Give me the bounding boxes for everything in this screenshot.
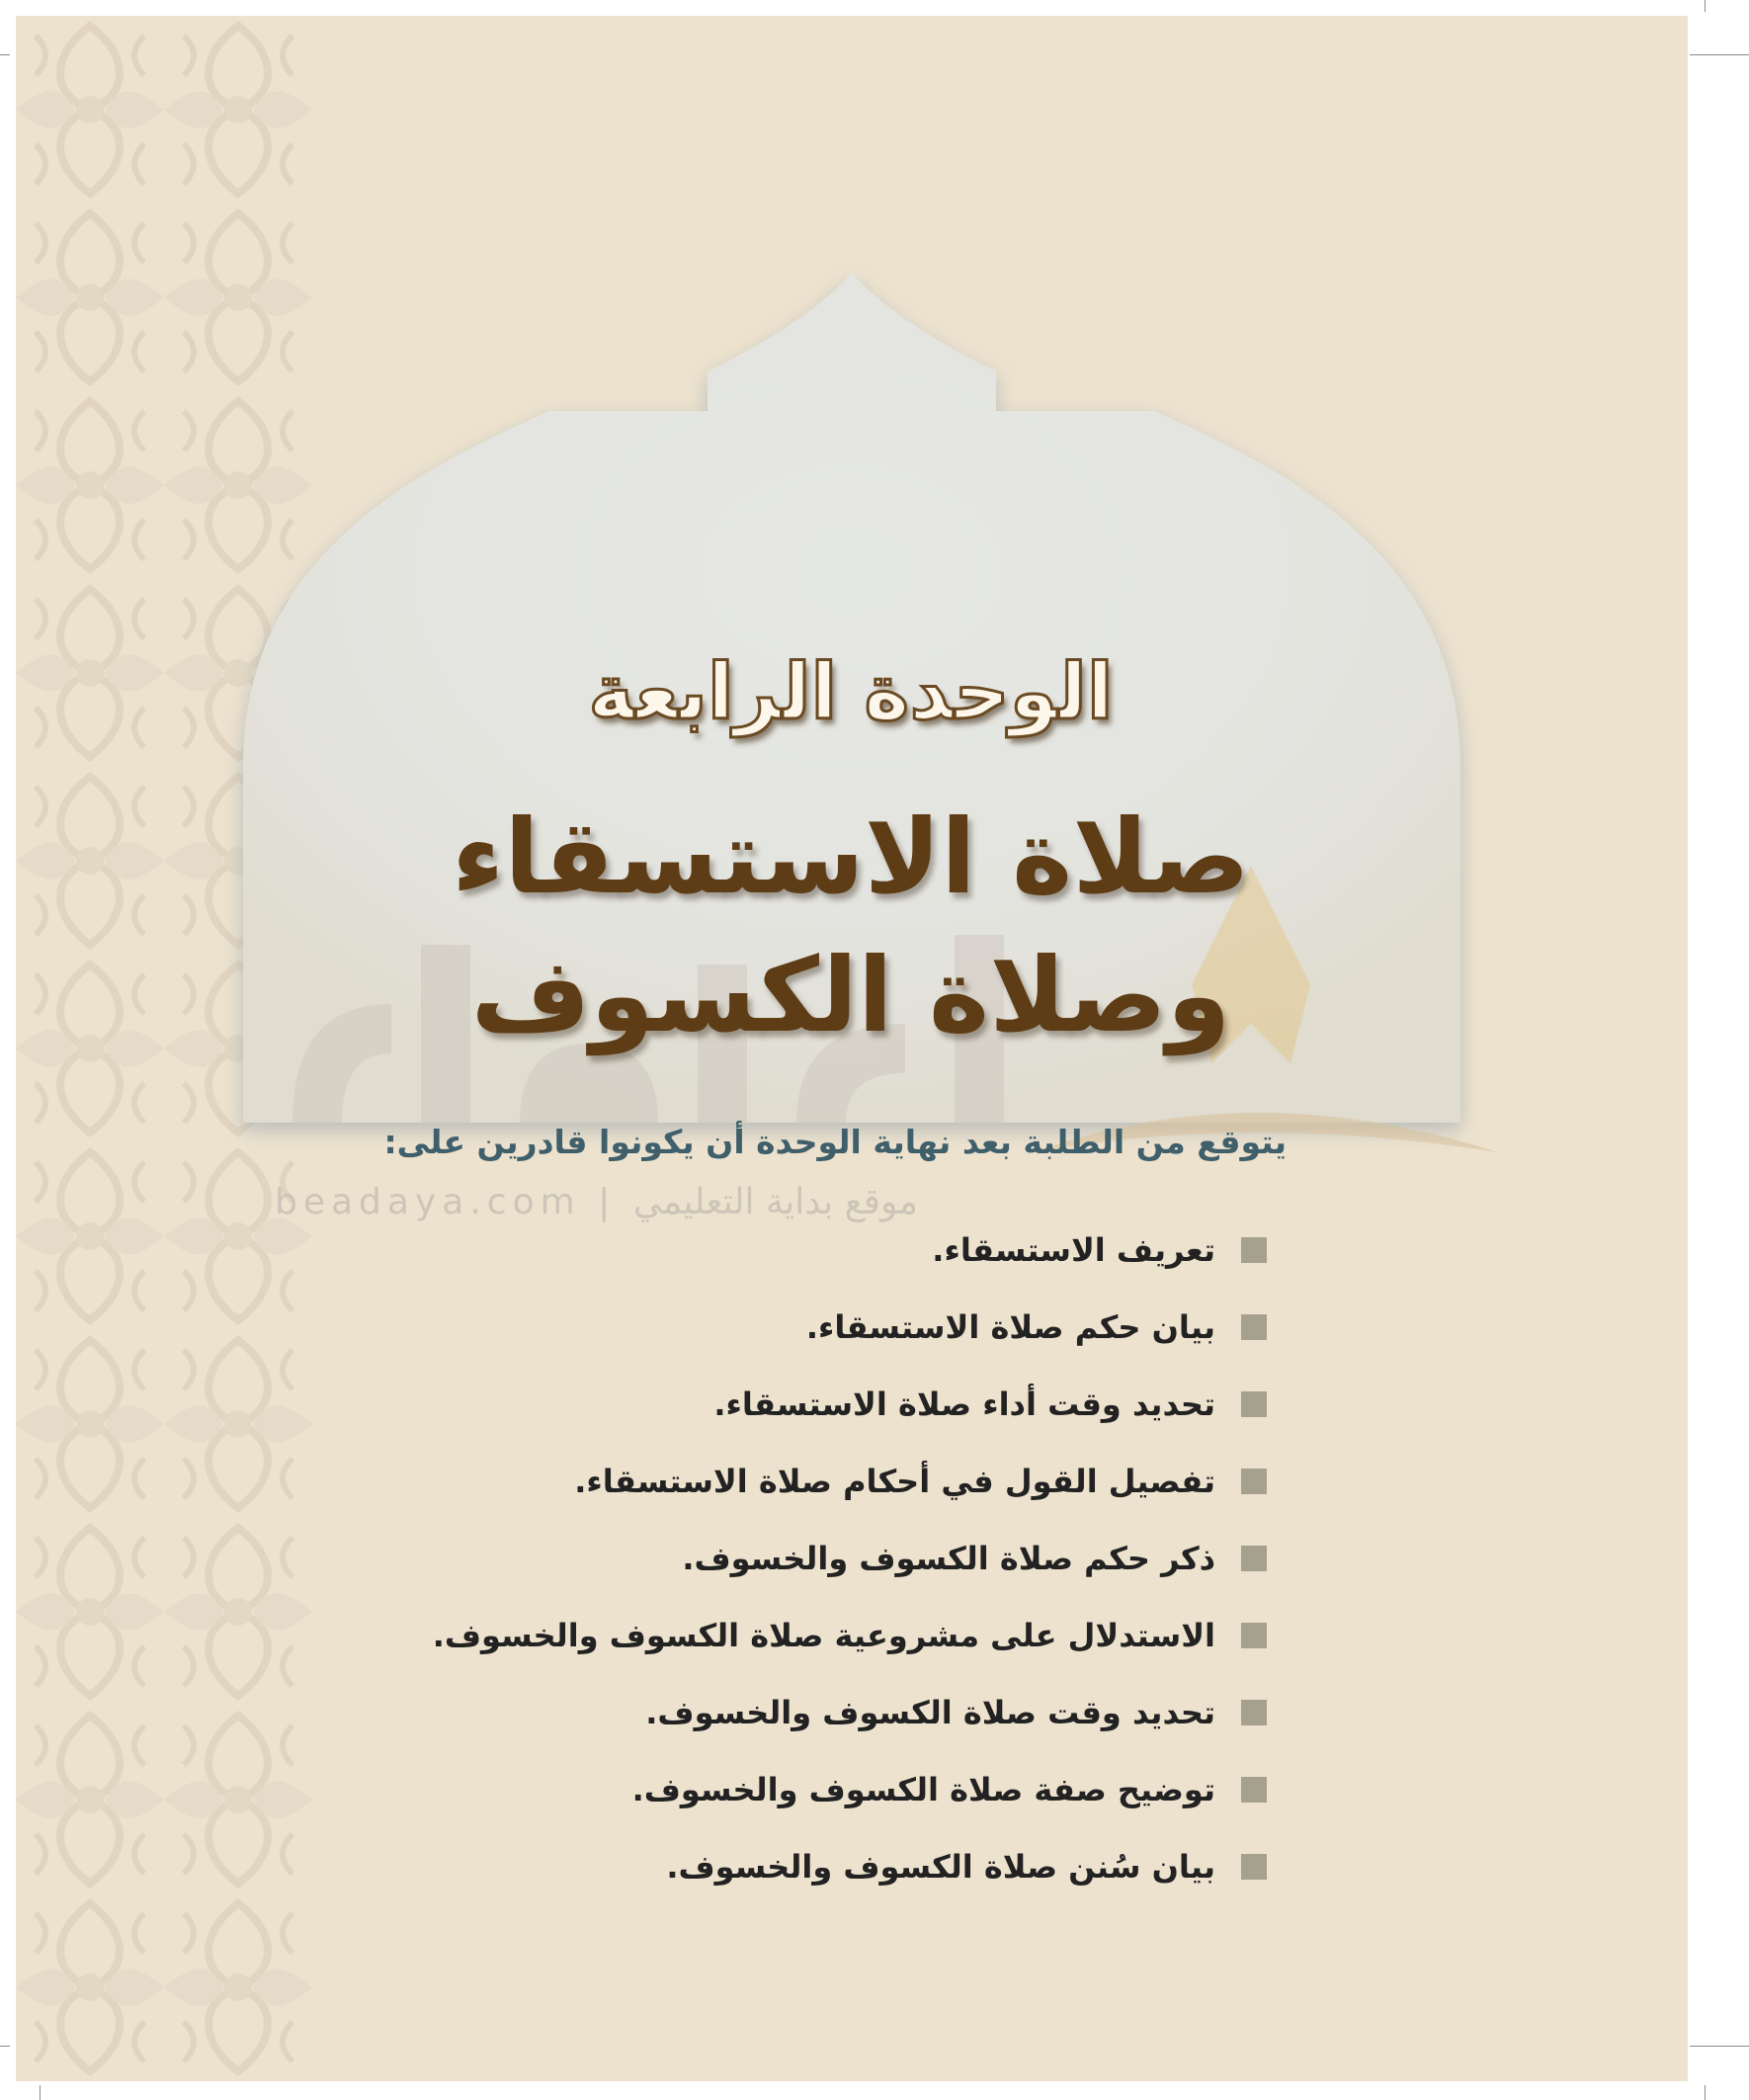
list-item [433,1751,1267,1828]
square-bullet-icon [1241,1237,1267,1263]
objective-text: بيان سُنن صلاة الكسوف والخسوف. [666,1848,1215,1886]
objective-text: تفصيل القول في أحكام صلاة الاستسقاء. [574,1463,1215,1500]
crop-mark [1690,2046,1749,2047]
unit-label: الوحدة الرابعة [588,648,1114,737]
objective-text: توضيح صفة صلاة الكسوف والخسوف. [631,1771,1215,1808]
crop-mark [40,2085,41,2100]
square-bullet-icon [1241,1854,1267,1880]
objective-text: تعريف الاستسقاء. [932,1231,1215,1269]
unit-title-line1: صلاة الاستسقاء [452,797,1250,917]
objectives-intro: يتوقع من الطلبة بعد نهاية الوحدة أن يكونوا قادرين على: [383,1123,1287,1161]
page-sheet [16,16,1688,2081]
square-bullet-icon [1241,1700,1267,1725]
objective-text: بيان حكم صلاة الاستسقاء. [805,1308,1215,1346]
list-item [433,1366,1267,1443]
crop-mark [1705,0,1706,12]
square-bullet-icon [1241,1777,1267,1803]
list-item [433,1828,1267,1905]
square-bullet-icon [1241,1546,1267,1571]
crop-mark [0,2046,10,2047]
objective-text: ذكر حكم صلاة الكسوف والخسوف. [682,1540,1215,1577]
objective-text: تحديد وقت صلاة الكسوف والخسوف. [645,1694,1215,1731]
objective-text: الاستدلال على مشروعية صلاة الكسوف والخسوف. [432,1617,1215,1654]
list-item [433,1289,1267,1366]
list-item [433,1520,1267,1597]
square-bullet-icon [1241,1623,1267,1648]
crop-mark [0,54,10,55]
unit-title-line2: وصلاة الكسوف [470,935,1231,1055]
objective-text: تحديد وقت أداء صلاة الاستسقاء. [713,1386,1215,1423]
crop-mark [1705,2085,1706,2100]
square-bullet-icon [1241,1391,1267,1417]
list-item [433,1674,1267,1751]
square-bullet-icon [1241,1469,1267,1494]
objectives-list [433,1212,1267,1905]
crop-mark [1690,54,1749,55]
list-item [433,1597,1267,1674]
watermark-url: beadaya.com | موقع بداية التعليمي [275,1182,918,1222]
list-item [433,1212,1267,1289]
list-item [433,1443,1267,1520]
square-bullet-icon [1241,1314,1267,1340]
